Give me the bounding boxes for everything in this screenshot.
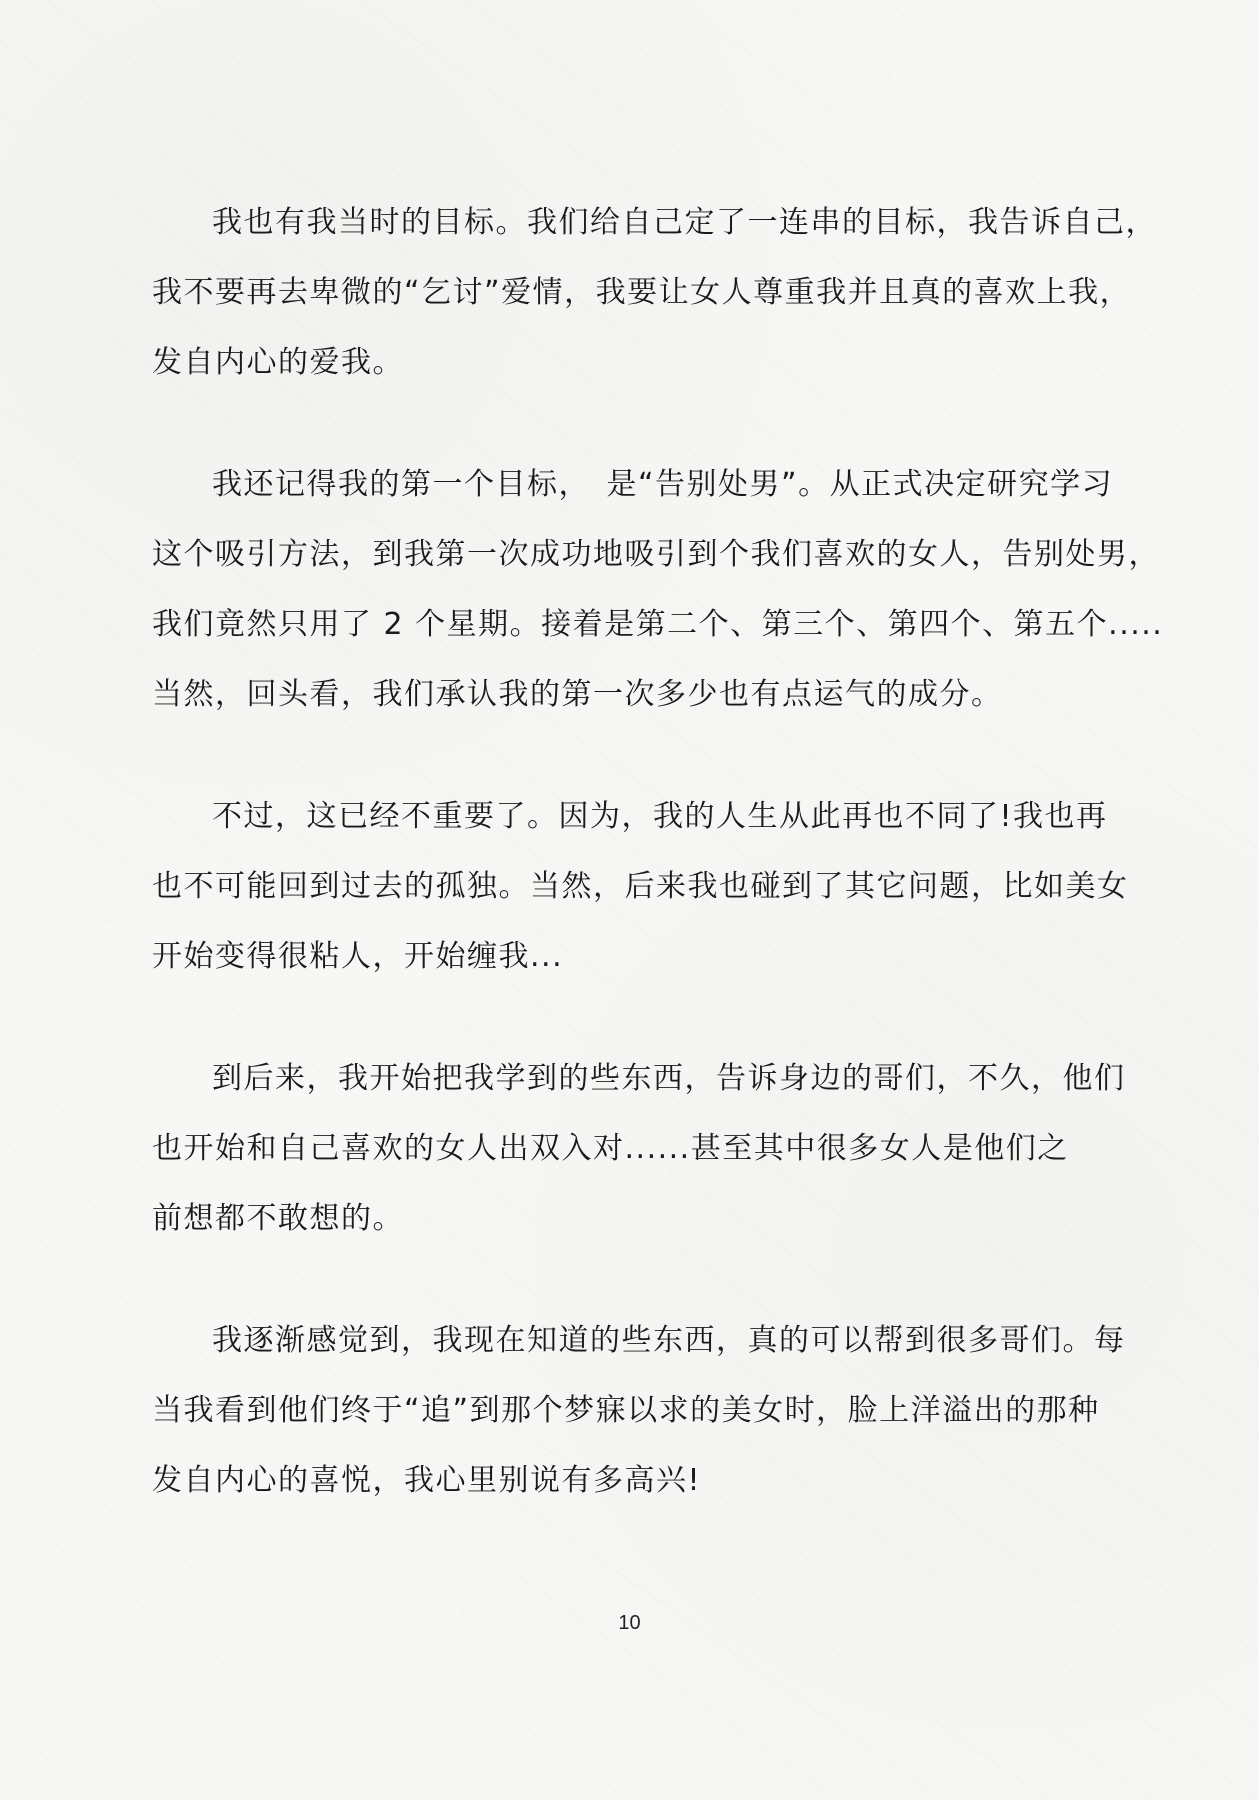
paragraph-line: 当我看到他们终于“追”到那个梦寐以求的美女时，脸上洋溢出的那种 [152, 1393, 1100, 1428]
page-number: 10 [618, 1612, 641, 1634]
paragraph-line: 不过，这已经不重要了。因为，我的人生从此再也不同了!我也再 [212, 799, 1108, 834]
paragraph-4 [152, 1061, 1132, 1236]
paragraph-1 [152, 205, 1157, 380]
paragraph-line: 前想都不敢想的。 [152, 1201, 404, 1236]
body-text [152, 205, 1164, 1498]
paragraph-line: 也开始和自己喜欢的女人出双入对......甚至其中很多女人是他们之 [152, 1131, 1069, 1166]
paragraph-line: 我不要再去卑微的“乞讨”爱情，我要让女人尊重我并且真的喜欢上我， [152, 275, 1132, 310]
paragraph-line: 当然，回头看，我们承认我的第一次多少也有点运气的成分。 [152, 677, 1003, 712]
paragraph-line: 我逐渐感觉到，我现在知道的些东西，真的可以帮到很多哥们。每 [212, 1323, 1126, 1358]
paragraph-line: 也不可能回到过去的孤独。当然，后来我也碰到了其它问题，比如美女 [152, 869, 1129, 904]
paragraph-line: 到后来，我开始把我学到的些东西，告诉身边的哥们，不久，他们 [212, 1061, 1126, 1096]
paragraph-line: 发自内心的爱我。 [152, 345, 404, 380]
paragraph-line: 开始变得很粘人，开始缠我... [152, 939, 564, 974]
paragraph-line: 这个吸引方法，到我第一次成功地吸引到个我们喜欢的女人，告别处男， [152, 537, 1160, 572]
paragraph-line: 我还记得我的第一个目标， 是“告别处男”。从正式决定研究学习 [212, 467, 1114, 502]
paragraph-line: 发自内心的喜悦，我心里别说有多高兴! [152, 1463, 702, 1498]
paragraph-2 [152, 467, 1164, 712]
paragraph-line: 我也有我当时的目标。我们给自己定了一连串的目标，我告诉自己， [212, 205, 1157, 240]
paragraph-5 [152, 1323, 1132, 1498]
paragraph-line: 我们竟然只用了 2 个星期。接着是第二个、第三个、第四个、第五个..... [152, 607, 1164, 642]
paragraph-3 [152, 799, 1132, 974]
